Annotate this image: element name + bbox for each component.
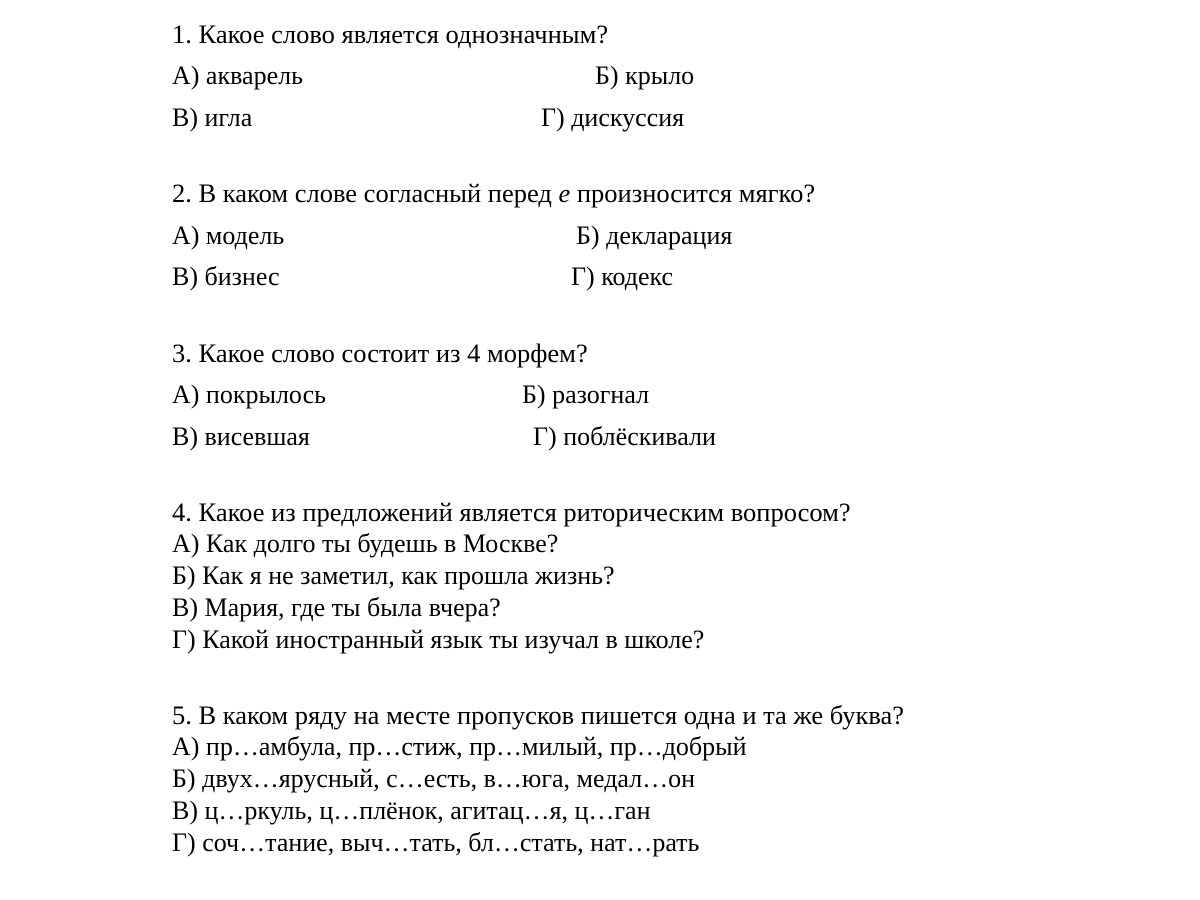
question-2-option-c: В) бизнес [172, 262, 280, 291]
question-1-option-d: Г) дискуссия [541, 103, 685, 132]
question-2-title-suffix: произносится мягко? [570, 178, 816, 208]
question-1-title: 1. Какое слово является однозначным? [172, 19, 609, 49]
question-2-option-a: А) модель [172, 221, 285, 250]
question-4-option-a: А) Как долго ты будешь в Москве? [172, 529, 559, 558]
question-5-option-c: В) ц…ркуль, ц…плёнок, агитац…я, ц…ган [172, 796, 651, 825]
question-5-option-d: Г) соч…тание, выч…тать, бл…стать, нат…рать [172, 828, 700, 857]
question-2-option-b: Б) декларация [576, 221, 733, 250]
question-2-title [172, 178, 815, 208]
question-4-option-d: Г) Какой иностранный язык ты изучал в школе? [172, 625, 705, 654]
question-4-option-b: Б) Как я не заметил, как прошла жизнь? [172, 561, 615, 590]
question-3-option-a: А) покрылось [172, 380, 326, 409]
question-3-option-c: В) висевшая [172, 422, 310, 451]
question-5-title: 5. В каком ряду на месте пропусков пишется одна и та же буква? [172, 700, 905, 730]
question-5-option-a: А) пр…амбула, пр…стиж, пр…милый, пр…добрый [172, 732, 747, 761]
question-4-option-c: В) Мария, где ты была вчера? [172, 593, 501, 622]
question-3-option-b: Б) разогнал [522, 380, 650, 409]
question-1-option-c: В) игла [172, 103, 253, 132]
question-1-option-b: Б) крыло [595, 61, 695, 90]
question-3-option-d: Г) поблёскивали [533, 422, 716, 451]
question-3-title: 3. Какое слово состоит из 4 морфем? [172, 338, 588, 368]
question-2-title-prefix: 2. В каком слове согласный перед [172, 178, 559, 208]
question-1-option-a: А) акварель [172, 61, 303, 90]
question-2-option-d: Г) кодекс [571, 262, 674, 291]
question-2-title-emphasis: е [558, 178, 571, 208]
question-5-option-b: Б) двух…ярусный, с…есть, в…юга, медал…он [172, 764, 696, 793]
question-4-title: 4. Какое из предложений является риторическим вопросом? [172, 497, 851, 527]
